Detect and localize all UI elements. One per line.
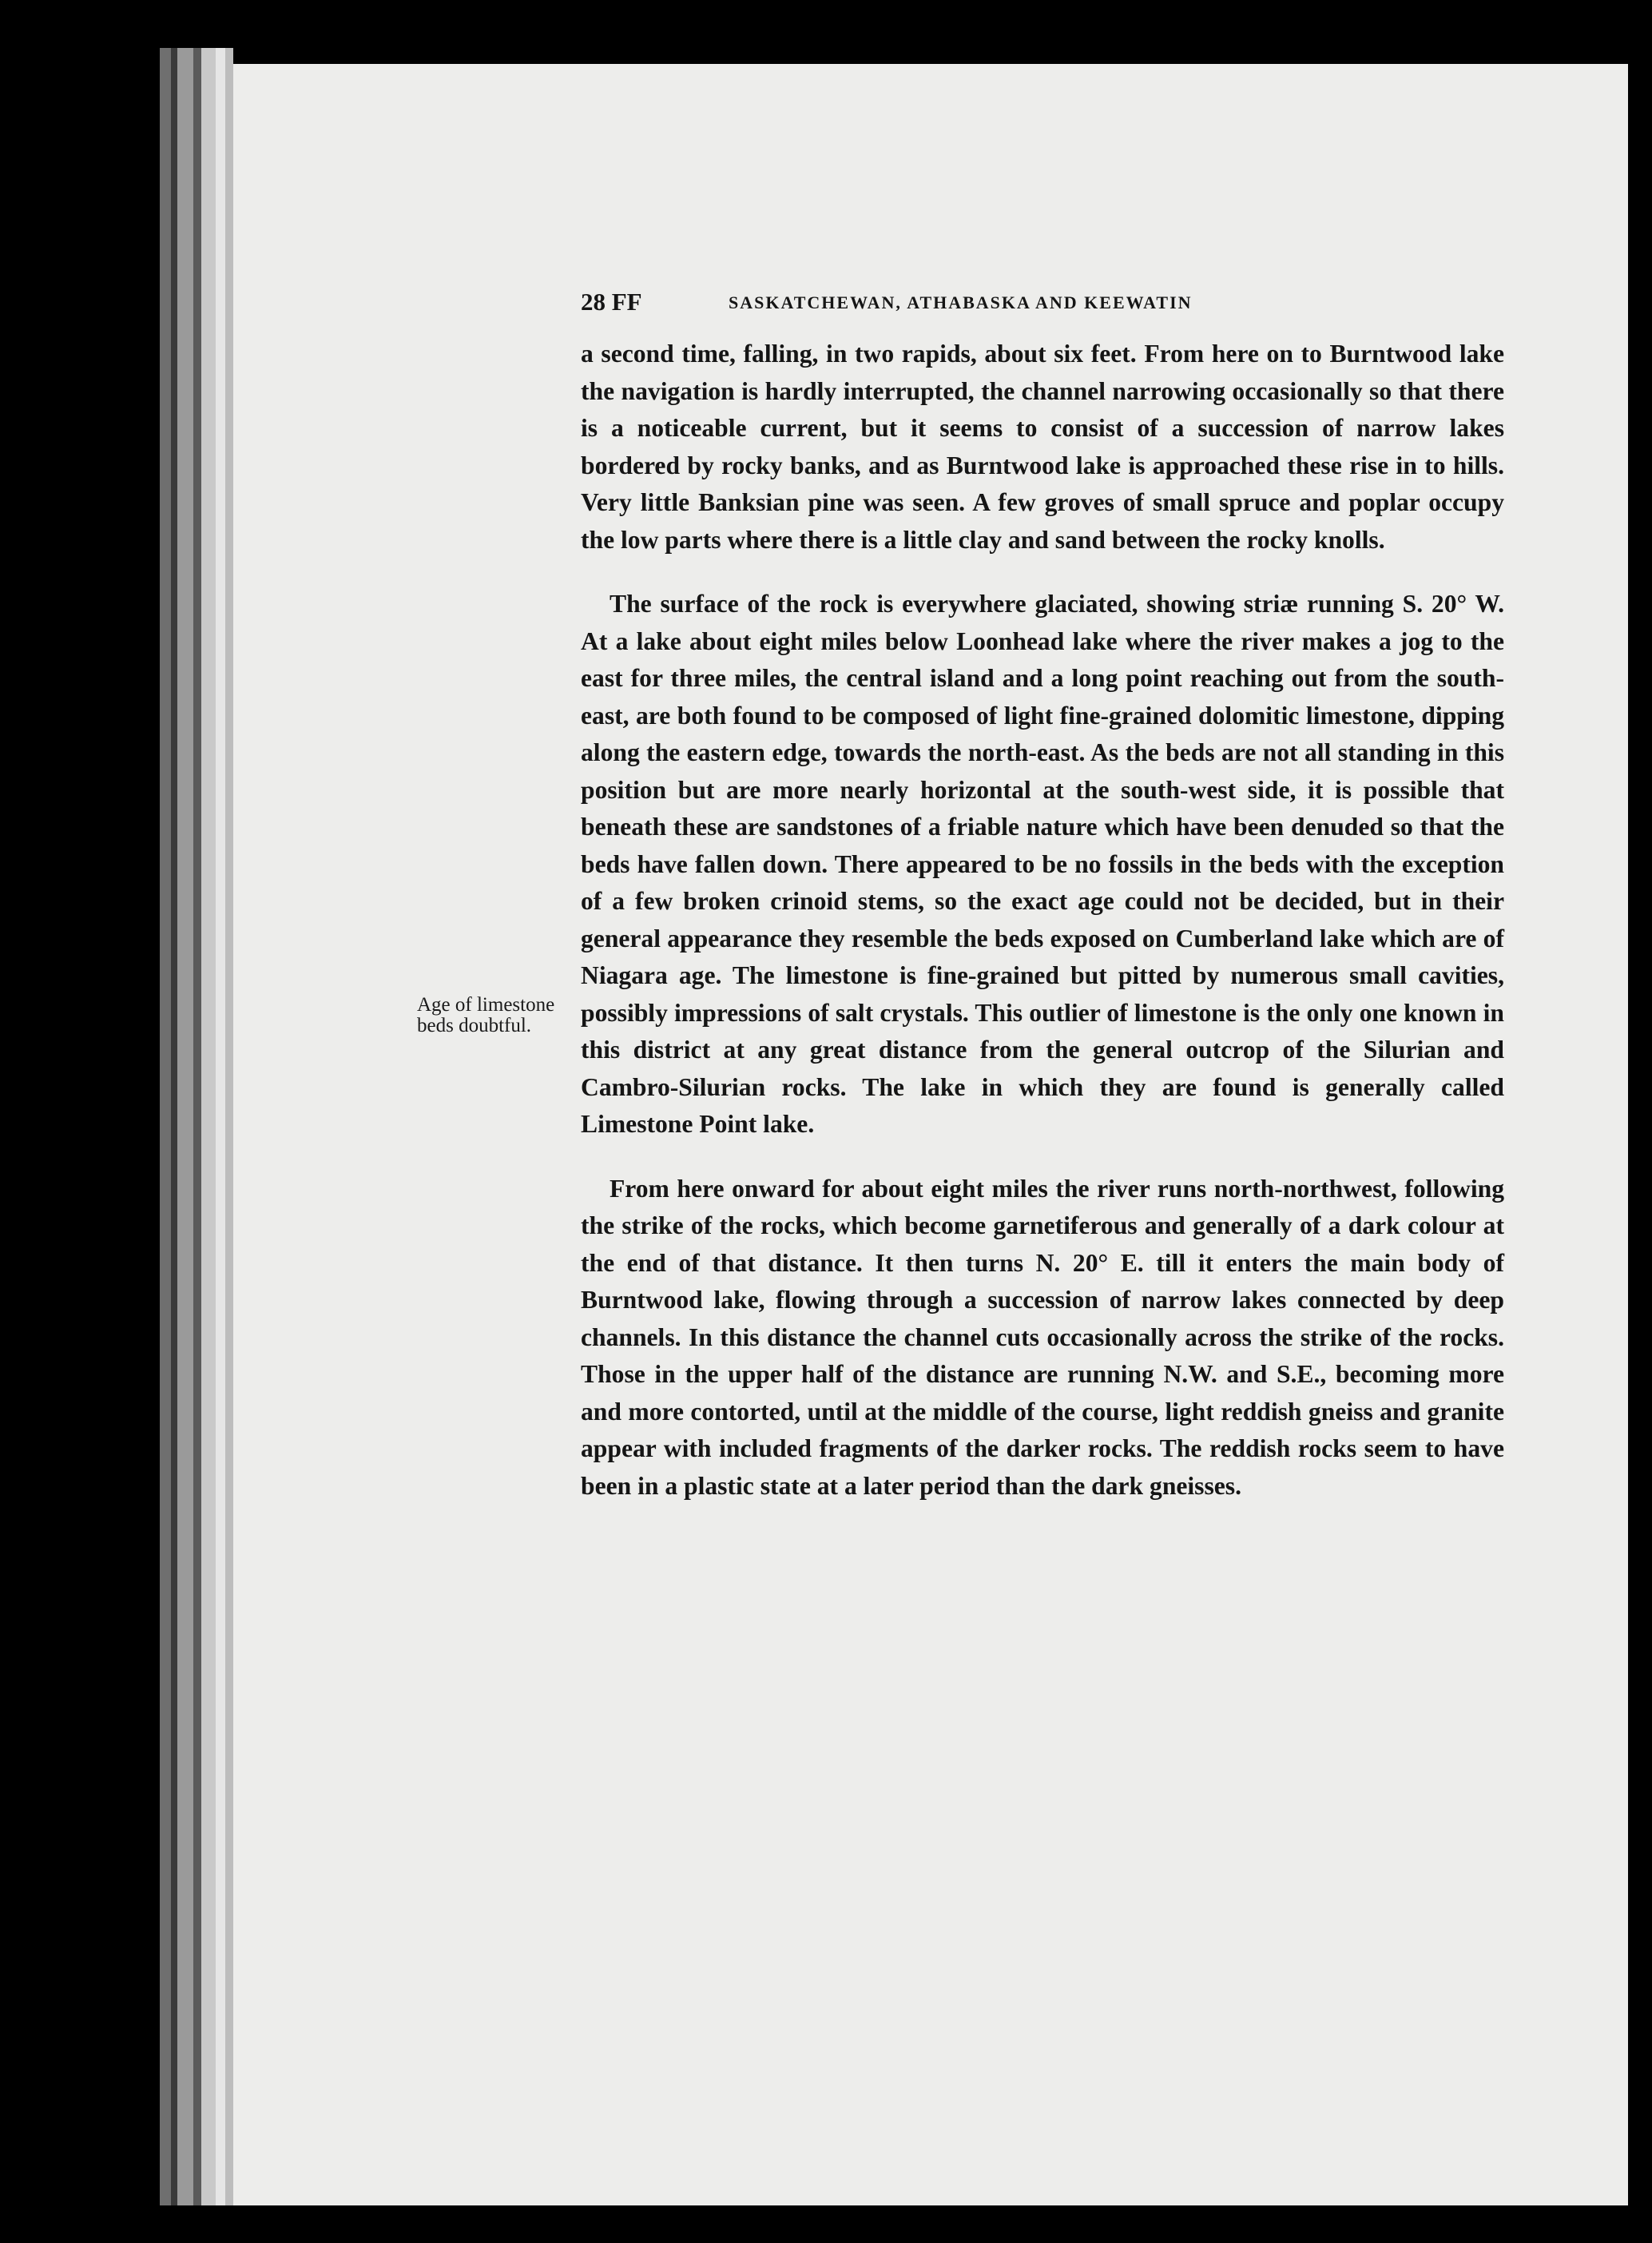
book-edge: [160, 48, 171, 2205]
page-number: 28 FF: [581, 288, 642, 316]
book-edge: [201, 48, 216, 2205]
text-block: [581, 288, 1504, 1505]
running-head: [581, 288, 1504, 336]
book-edge: [171, 48, 177, 2205]
margin-note: Age of limestone beds doubtful.: [417, 994, 555, 1036]
paragraph-gap: [581, 1143, 1504, 1171]
running-title: SASKATCHEWAN, ATHABASKA AND KEEWATIN: [729, 292, 1193, 312]
book-edge: [177, 48, 193, 2205]
book-edge: [225, 48, 233, 2205]
book-edge: [193, 48, 201, 2205]
paragraph: The surface of the rock is everywhere glaciated, showing striæ running S. 20° W. At a lake about eight miles below Loonhead lake where the river makes a jog to the east for three miles, the central island and a long point reaching out from the south-east, are both found to be composed of light fine-grained dolomitic limestone, dipping along the eastern edge, towards the north-east. As the beds are not all standing in this position but are more nearly horizontal at the south-west side, it is possible that beneath these are sandstones of a friable nature which have been denuded so that the beds have fallen down. There appeared to be no fossils in the beds with the exception of a few broken crinoid stems, so the exact age could not be decided, but in their general appearance they resemble the beds exposed on Cumberland lake which are of Niagara age. The limestone is fine-grained but pitted by numerous small cavities, possibly impressions of salt crystals. This outlier of limestone is the only one known in this district at any great distance from the general outcrop of the Silurian and Cambro-Silurian rocks. The lake in which they are found is generally called Limestone Point lake.: [581, 590, 1504, 1138]
paragraph-gap: [581, 559, 1504, 586]
book-edge: [216, 48, 225, 2205]
paragraph: From here onward for about eight miles the river runs north-northwest, following the strike of the rocks, which become garnetiferous and generally of a dark colour at the end of that distance. It then turns N. 20° E. till it enters the main body of Burntwood lake, flowing through a succession of narrow lakes connected by deep channels. In this distance the channel cuts occasionally across the strike of the rocks. Those in the upper half of the distance are running N.W. and S.E., becoming more and more contorted, until at the middle of the course, light reddish gneiss and granite appear with included fragments of the darker rocks. The reddish rocks seem to have been in a plastic state at a later period than the dark gneisses.: [581, 1174, 1504, 1500]
page-sheet: [233, 64, 1628, 2205]
paragraph: a second time, falling, in two rapids, about six feet. From here on to Burntwood lake the navigation is hardly interrupted, the channel narrowing occasionally so that there is a noticeable current, but it seems to consist of a succession of narrow lakes bordered by rocky banks, and as Burntwood lake is approached these rise in to hills. Very little Banksian pine was seen. A few groves of small spruce and poplar occupy the low parts where there is a little clay and sand between the rocky knolls.: [581, 340, 1504, 554]
